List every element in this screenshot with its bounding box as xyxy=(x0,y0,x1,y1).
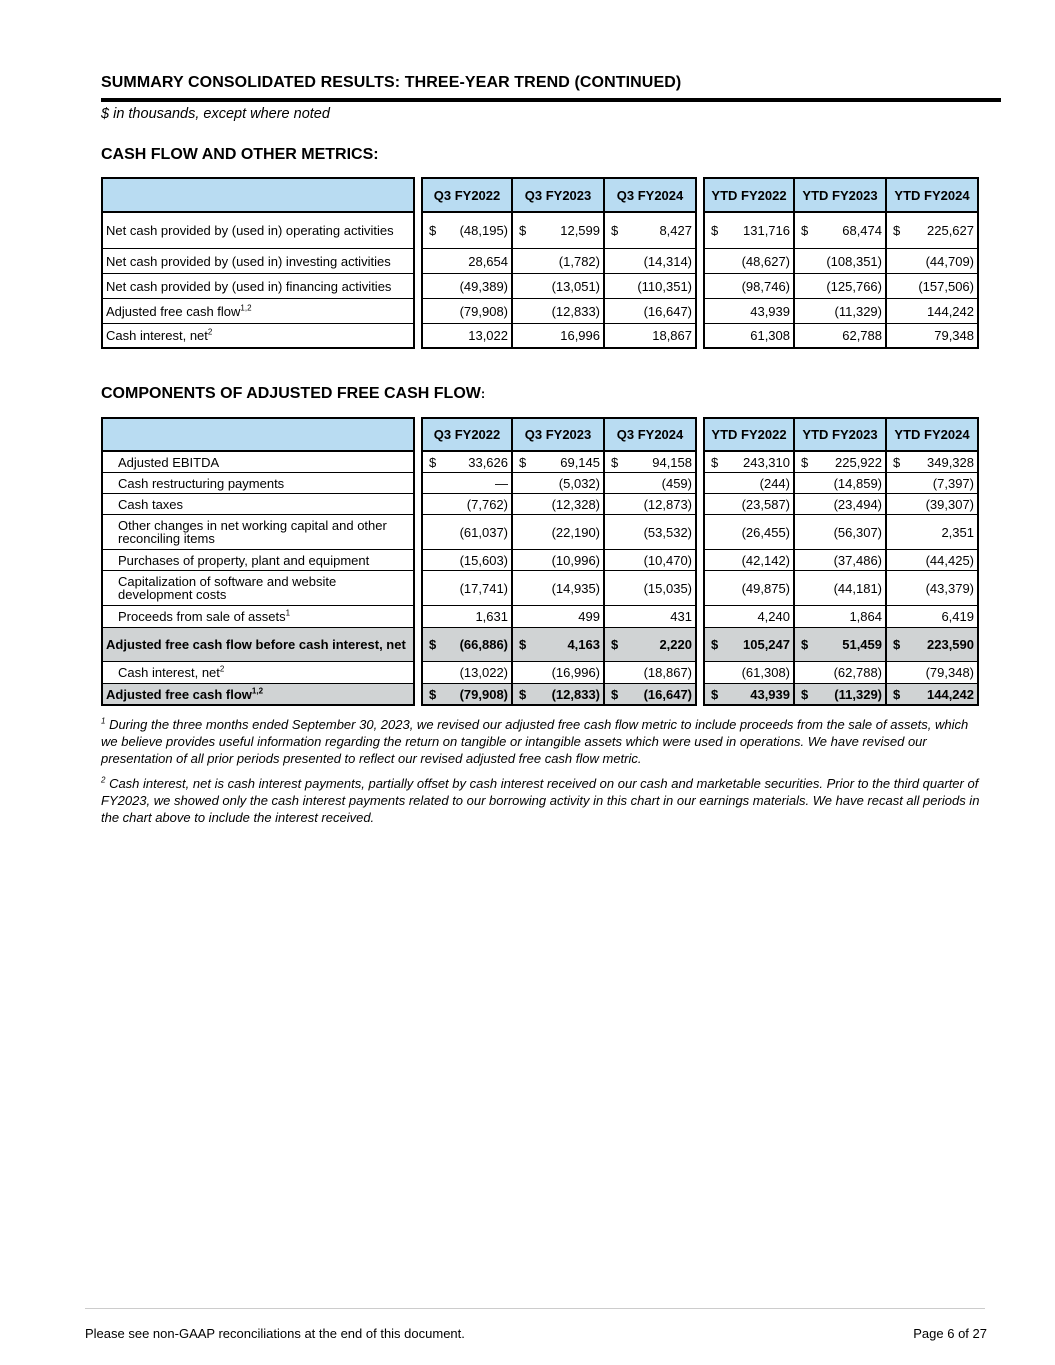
table-row xyxy=(101,473,979,494)
row-label-text: Purchases of property, plant and equipment xyxy=(118,552,370,568)
cell-value: 79,348 xyxy=(934,328,974,343)
currency-symbol: $ xyxy=(711,454,719,470)
table-cell xyxy=(795,274,887,299)
table-cell xyxy=(605,684,697,706)
table-cell xyxy=(703,249,795,274)
table-cell xyxy=(513,473,605,494)
table-cell xyxy=(421,213,513,249)
row-label-text: Net cash provided by (used in) financing activities xyxy=(106,278,392,294)
cell-value: (10,996) xyxy=(551,552,600,568)
cell-value: (49,875) xyxy=(741,580,790,596)
cell-value: 349,328 xyxy=(927,454,974,470)
footnote-ref: 1 xyxy=(285,608,291,618)
cell-value: (16,996) xyxy=(551,665,600,680)
cell-value: 499 xyxy=(578,609,600,624)
components-table xyxy=(101,417,979,706)
cell-value: (39,307) xyxy=(925,496,974,512)
currency-symbol: $ xyxy=(429,637,437,652)
row-label-text: Net cash provided by (used in) operating activities xyxy=(106,223,394,238)
table-cell xyxy=(513,494,605,515)
currency-symbol: $ xyxy=(429,454,437,470)
table-cell xyxy=(421,550,513,571)
cell-value: 69,145 xyxy=(560,454,600,470)
table-cell xyxy=(421,515,513,550)
cell-value: 43,939 xyxy=(750,686,790,702)
cell-value: 243,310 xyxy=(743,454,790,470)
row-label-text: Other changes in net working capital and other reconciling items xyxy=(118,518,387,546)
row-label-text: Cash interest, net xyxy=(118,665,220,680)
cell-value: 16,996 xyxy=(560,328,600,343)
cell-value: 131,716 xyxy=(743,223,790,238)
table-cell xyxy=(605,628,697,662)
table-cell xyxy=(795,550,887,571)
row-label xyxy=(101,550,415,571)
cell-value: 51,459 xyxy=(842,637,882,652)
row-label-text: Net cash provided by (used in) investing activities xyxy=(106,253,391,269)
components-section-title: COMPONENTS OF ADJUSTED FREE CASH FLOW: xyxy=(101,385,486,402)
cell-value: (14,314) xyxy=(643,253,692,269)
currency-symbol: $ xyxy=(611,686,619,702)
table-cell xyxy=(703,494,795,515)
footnote-ref: 2 xyxy=(219,664,225,674)
table-cell xyxy=(605,213,697,249)
cell-value: 68,474 xyxy=(842,223,882,238)
footnote-1: $^1$ During the three months ended September 30, 2023, we revised our adjusted free cash flow metric to include proceeds from the sale of assets, which we believe provides useful information regarding the return on tangible or intangible assets which were used in operations. We have revised our presentation of all prior periods presented to reflect our revised adjusted free cash flow metric. xyxy=(101,716,969,766)
cell-value: (13,051) xyxy=(551,278,600,294)
column-header: YTD FY2022 xyxy=(703,417,795,452)
cell-value: (26,455) xyxy=(741,524,790,540)
table-cell xyxy=(887,249,979,274)
table-cell xyxy=(887,606,979,628)
currency-symbol: $ xyxy=(893,223,901,238)
table-cell xyxy=(513,452,605,473)
column-header: Q3 FY2022 xyxy=(421,417,513,452)
cell-value: (61,037) xyxy=(459,524,508,540)
cell-value: (61,308) xyxy=(741,665,790,680)
cell-value: 4,240 xyxy=(757,609,790,624)
cell-value: (23,587) xyxy=(741,496,790,512)
table-cell xyxy=(605,473,697,494)
table-cell xyxy=(703,299,795,324)
row-label-text: Cash interest, net xyxy=(106,328,208,343)
cell-value: (37,486) xyxy=(833,552,882,568)
cell-value: (14,935) xyxy=(551,580,600,596)
currency-symbol: $ xyxy=(801,686,809,702)
cell-value: (7,762) xyxy=(466,496,508,512)
column-header: YTD FY2023 xyxy=(795,177,887,213)
currency-symbol: $ xyxy=(611,637,619,652)
currency-symbol: $ xyxy=(519,454,527,470)
column-header: Q3 FY2023 xyxy=(513,177,605,213)
cell-value: 4,163 xyxy=(567,637,600,652)
cell-value: (48,195) xyxy=(459,223,508,238)
table-cell xyxy=(421,606,513,628)
cell-value: (5,032) xyxy=(558,475,600,491)
currency-symbol: $ xyxy=(801,223,809,238)
table-cell xyxy=(605,452,697,473)
cash-flow-table xyxy=(101,177,979,349)
table-cell xyxy=(703,571,795,606)
currency-symbol: $ xyxy=(801,637,809,652)
currency-symbol: $ xyxy=(711,223,719,238)
cell-value: (157,506) xyxy=(918,278,974,294)
header-blank-cell xyxy=(101,177,415,213)
column-header: Q3 FY2022 xyxy=(421,177,513,213)
currency-symbol: $ xyxy=(611,454,619,470)
cell-value: (43,379) xyxy=(925,580,974,596)
row-label xyxy=(101,473,415,494)
row-label xyxy=(101,324,415,349)
cell-value: (1,782) xyxy=(558,253,600,269)
table-row xyxy=(101,324,979,349)
page-number: Page 6 of 27 xyxy=(913,1326,987,1341)
currency-symbol: $ xyxy=(519,637,527,652)
table-cell xyxy=(605,494,697,515)
table-row xyxy=(101,274,979,299)
cell-value: 94,158 xyxy=(652,454,692,470)
cell-value: (13,022) xyxy=(459,665,508,680)
table-cell xyxy=(421,299,513,324)
column-header: YTD FY2024 xyxy=(887,177,979,213)
cell-value: (7,397) xyxy=(932,475,974,491)
cell-value: 43,939 xyxy=(750,303,790,319)
table-cell xyxy=(795,606,887,628)
table-cell xyxy=(795,571,887,606)
cell-value: (12,833) xyxy=(551,303,600,319)
table-cell xyxy=(421,473,513,494)
table-cell xyxy=(703,662,795,684)
cell-value: (16,647) xyxy=(643,686,692,702)
table-row xyxy=(101,299,979,324)
table-cell xyxy=(421,494,513,515)
table-cell xyxy=(513,662,605,684)
cell-value: (11,329) xyxy=(834,303,882,319)
cell-value: 105,247 xyxy=(743,637,790,652)
row-label xyxy=(101,213,415,249)
column-header: Q3 FY2023 xyxy=(513,417,605,452)
table-cell xyxy=(421,249,513,274)
table-cell xyxy=(703,515,795,550)
cell-value: (110,351) xyxy=(637,278,692,294)
cell-value: 18,867 xyxy=(652,328,692,343)
cell-value: 2,220 xyxy=(659,637,692,652)
title-rule xyxy=(101,98,1001,102)
table-cell xyxy=(795,473,887,494)
row-label-text: Cash taxes xyxy=(118,496,184,512)
table-cell xyxy=(421,628,513,662)
currency-symbol: $ xyxy=(519,223,527,238)
footer-note: Please see non-GAAP reconciliations at the end of this document. xyxy=(85,1326,465,1341)
table-cell xyxy=(513,299,605,324)
table-cell xyxy=(513,515,605,550)
table-cell xyxy=(887,550,979,571)
header-blank-cell xyxy=(101,417,415,452)
row-label xyxy=(101,274,415,299)
cell-value: 62,788 xyxy=(842,328,882,343)
table-cell xyxy=(605,662,697,684)
cell-value: (53,532) xyxy=(643,524,692,540)
currency-symbol: $ xyxy=(711,637,719,652)
table-cell xyxy=(703,452,795,473)
table-cell xyxy=(703,324,795,349)
column-header: Q3 FY2024 xyxy=(605,177,697,213)
cell-value: 431 xyxy=(670,609,692,624)
table-cell xyxy=(795,452,887,473)
table-row xyxy=(101,494,979,515)
table-cell xyxy=(887,515,979,550)
cell-value: 33,626 xyxy=(468,454,508,470)
cell-value: (44,181) xyxy=(833,580,882,596)
cell-value: (66,886) xyxy=(459,637,508,652)
table-cell xyxy=(513,550,605,571)
cell-value: 13,022 xyxy=(468,328,508,343)
cell-value: (17,741) xyxy=(459,580,508,596)
currency-symbol: $ xyxy=(611,223,619,238)
row-label xyxy=(101,684,415,706)
column-header: YTD FY2024 xyxy=(887,417,979,452)
footnote-ref: 1,2 xyxy=(251,686,264,696)
cell-value: 225,627 xyxy=(927,223,974,238)
table-cell xyxy=(887,571,979,606)
currency-symbol: $ xyxy=(429,686,437,702)
currency-symbol: $ xyxy=(893,454,901,470)
row-label-text: Cash restructuring payments xyxy=(118,475,285,491)
column-header: YTD FY2023 xyxy=(795,417,887,452)
table-cell xyxy=(513,628,605,662)
cell-value: (16,647) xyxy=(643,303,692,319)
table-cell xyxy=(795,249,887,274)
table-cell xyxy=(795,684,887,706)
table-cell xyxy=(795,299,887,324)
cell-value: (459) xyxy=(661,475,692,491)
cell-value: (79,908) xyxy=(459,686,508,702)
cell-value: (79,908) xyxy=(459,303,508,319)
table-cell xyxy=(703,274,795,299)
table-cell xyxy=(605,274,697,299)
table-cell xyxy=(703,550,795,571)
column-header: Q3 FY2024 xyxy=(605,417,697,452)
currency-symbol: $ xyxy=(893,637,901,652)
table-cell xyxy=(795,213,887,249)
cell-value: (12,833) xyxy=(551,686,600,702)
table-cell xyxy=(703,684,795,706)
table-row xyxy=(101,249,979,274)
table-row xyxy=(101,628,979,662)
cell-value: (244) xyxy=(759,475,790,491)
row-label-text: Adjusted free cash flow xyxy=(106,303,241,319)
table-cell xyxy=(513,684,605,706)
table-cell xyxy=(887,274,979,299)
cell-value: (12,873) xyxy=(643,496,692,512)
cell-value: (12,328) xyxy=(551,496,600,512)
row-label xyxy=(101,606,415,628)
table-cell xyxy=(795,324,887,349)
cell-value: (48,627) xyxy=(741,253,790,269)
currency-symbol: $ xyxy=(893,686,901,702)
table-cell xyxy=(605,571,697,606)
table-cell xyxy=(887,452,979,473)
table-cell xyxy=(421,274,513,299)
table-row xyxy=(101,571,979,606)
table-cell xyxy=(887,324,979,349)
table-cell xyxy=(513,606,605,628)
table-cell xyxy=(421,571,513,606)
table-cell xyxy=(421,662,513,684)
table-cell xyxy=(513,324,605,349)
cell-value: (79,348) xyxy=(925,665,974,680)
cell-value: (108,351) xyxy=(826,253,882,269)
cell-value: (15,603) xyxy=(459,552,508,568)
cell-value: (125,766) xyxy=(826,278,882,294)
currency-symbol: $ xyxy=(801,454,809,470)
row-label xyxy=(101,494,415,515)
cell-value: (14,859) xyxy=(833,475,882,491)
table-cell xyxy=(703,606,795,628)
table-cell xyxy=(605,299,697,324)
table-cell xyxy=(887,628,979,662)
cell-value: 225,922 xyxy=(835,454,882,470)
table-row xyxy=(101,684,979,706)
cell-value: 1,864 xyxy=(849,609,882,624)
cell-value: (15,035) xyxy=(643,580,692,596)
table-cell xyxy=(887,299,979,324)
table-cell xyxy=(887,213,979,249)
cell-value: — xyxy=(495,475,508,491)
row-label xyxy=(101,249,415,274)
table-cell xyxy=(887,662,979,684)
row-label-text: Adjusted free cash flow xyxy=(106,686,252,702)
table-cell xyxy=(513,213,605,249)
table-cell xyxy=(605,606,697,628)
currency-symbol: $ xyxy=(519,686,527,702)
table-cell xyxy=(605,515,697,550)
table-row xyxy=(101,452,979,473)
table-cell xyxy=(421,684,513,706)
cell-value: (11,329) xyxy=(834,686,882,702)
footer-rule xyxy=(85,1308,985,1309)
footnote-ref: 1,2 xyxy=(240,303,252,313)
table-cell xyxy=(605,324,697,349)
table-row xyxy=(101,213,979,249)
table-cell xyxy=(605,550,697,571)
table-cell xyxy=(703,213,795,249)
cell-value: (98,746) xyxy=(741,278,790,294)
cell-value: 223,590 xyxy=(927,637,974,652)
cell-value: (49,389) xyxy=(459,278,508,294)
row-label xyxy=(101,662,415,684)
cell-value: (62,788) xyxy=(833,665,882,680)
cell-value: 1,631 xyxy=(475,609,508,624)
cell-value: 8,427 xyxy=(659,223,692,238)
table-cell xyxy=(421,324,513,349)
cell-value: (23,494) xyxy=(833,496,882,512)
table-cell xyxy=(887,684,979,706)
table-cell xyxy=(703,473,795,494)
row-label-text: Adjusted EBITDA xyxy=(118,454,220,470)
table-cell xyxy=(795,662,887,684)
table-row xyxy=(101,606,979,628)
cell-value: (44,709) xyxy=(925,253,974,269)
table-cell xyxy=(605,249,697,274)
column-header: YTD FY2022 xyxy=(703,177,795,213)
page-title: SUMMARY CONSOLIDATED RESULTS: THREE-YEAR TREND (CONTINUED) xyxy=(101,74,682,91)
cell-value: 28,654 xyxy=(468,253,508,269)
row-label-text: Capitalization of software and website development costs xyxy=(118,574,337,602)
row-label xyxy=(101,452,415,473)
footnote-2: $^2$ Cash interest, net is cash interest payments, partially offset by cash interest received on our cash and marketable securities. Prior to the third quarter of FY2023, we showed only the cash interest payments related to our borrowing activity in this chart in our earnings materials. We have recast all periods in the chart above to include the interest received. xyxy=(101,775,980,825)
table-row xyxy=(101,515,979,550)
table-cell xyxy=(513,249,605,274)
cell-value: (44,425) xyxy=(925,552,974,568)
row-label xyxy=(101,299,415,324)
row-label xyxy=(101,515,415,550)
table-cell xyxy=(513,274,605,299)
cell-value: 6,419 xyxy=(941,609,974,624)
row-label-text: Proceeds from sale of assets xyxy=(118,609,286,624)
cell-value: (18,867) xyxy=(643,665,692,680)
currency-symbol: $ xyxy=(711,686,719,702)
table-cell xyxy=(795,628,887,662)
cell-value: (42,142) xyxy=(741,552,790,568)
table-cell xyxy=(887,494,979,515)
currency-symbol: $ xyxy=(429,223,437,238)
cell-value: 61,308 xyxy=(750,328,790,343)
page-subtitle: $ in thousands, except where noted xyxy=(101,106,330,122)
cell-value: 144,242 xyxy=(927,686,974,702)
table-cell xyxy=(795,515,887,550)
cell-value: (56,307) xyxy=(833,524,882,540)
footnote-ref: 2 xyxy=(207,327,213,337)
row-label-text: Adjusted free cash flow before cash interest, net xyxy=(106,637,406,652)
table-row xyxy=(101,662,979,684)
cell-value: (22,190) xyxy=(551,524,600,540)
row-label xyxy=(101,571,415,606)
cell-value: 12,599 xyxy=(560,223,600,238)
row-label xyxy=(101,628,415,662)
table-cell xyxy=(795,494,887,515)
table-cell xyxy=(513,571,605,606)
table-cell xyxy=(421,452,513,473)
table-cell xyxy=(703,628,795,662)
cash-flow-section-title: CASH FLOW AND OTHER METRICS: xyxy=(101,146,379,163)
cell-value: (10,470) xyxy=(643,552,692,568)
table-cell xyxy=(887,473,979,494)
table-row xyxy=(101,550,979,571)
cell-value: 2,351 xyxy=(941,524,974,540)
cell-value: 144,242 xyxy=(927,303,974,319)
